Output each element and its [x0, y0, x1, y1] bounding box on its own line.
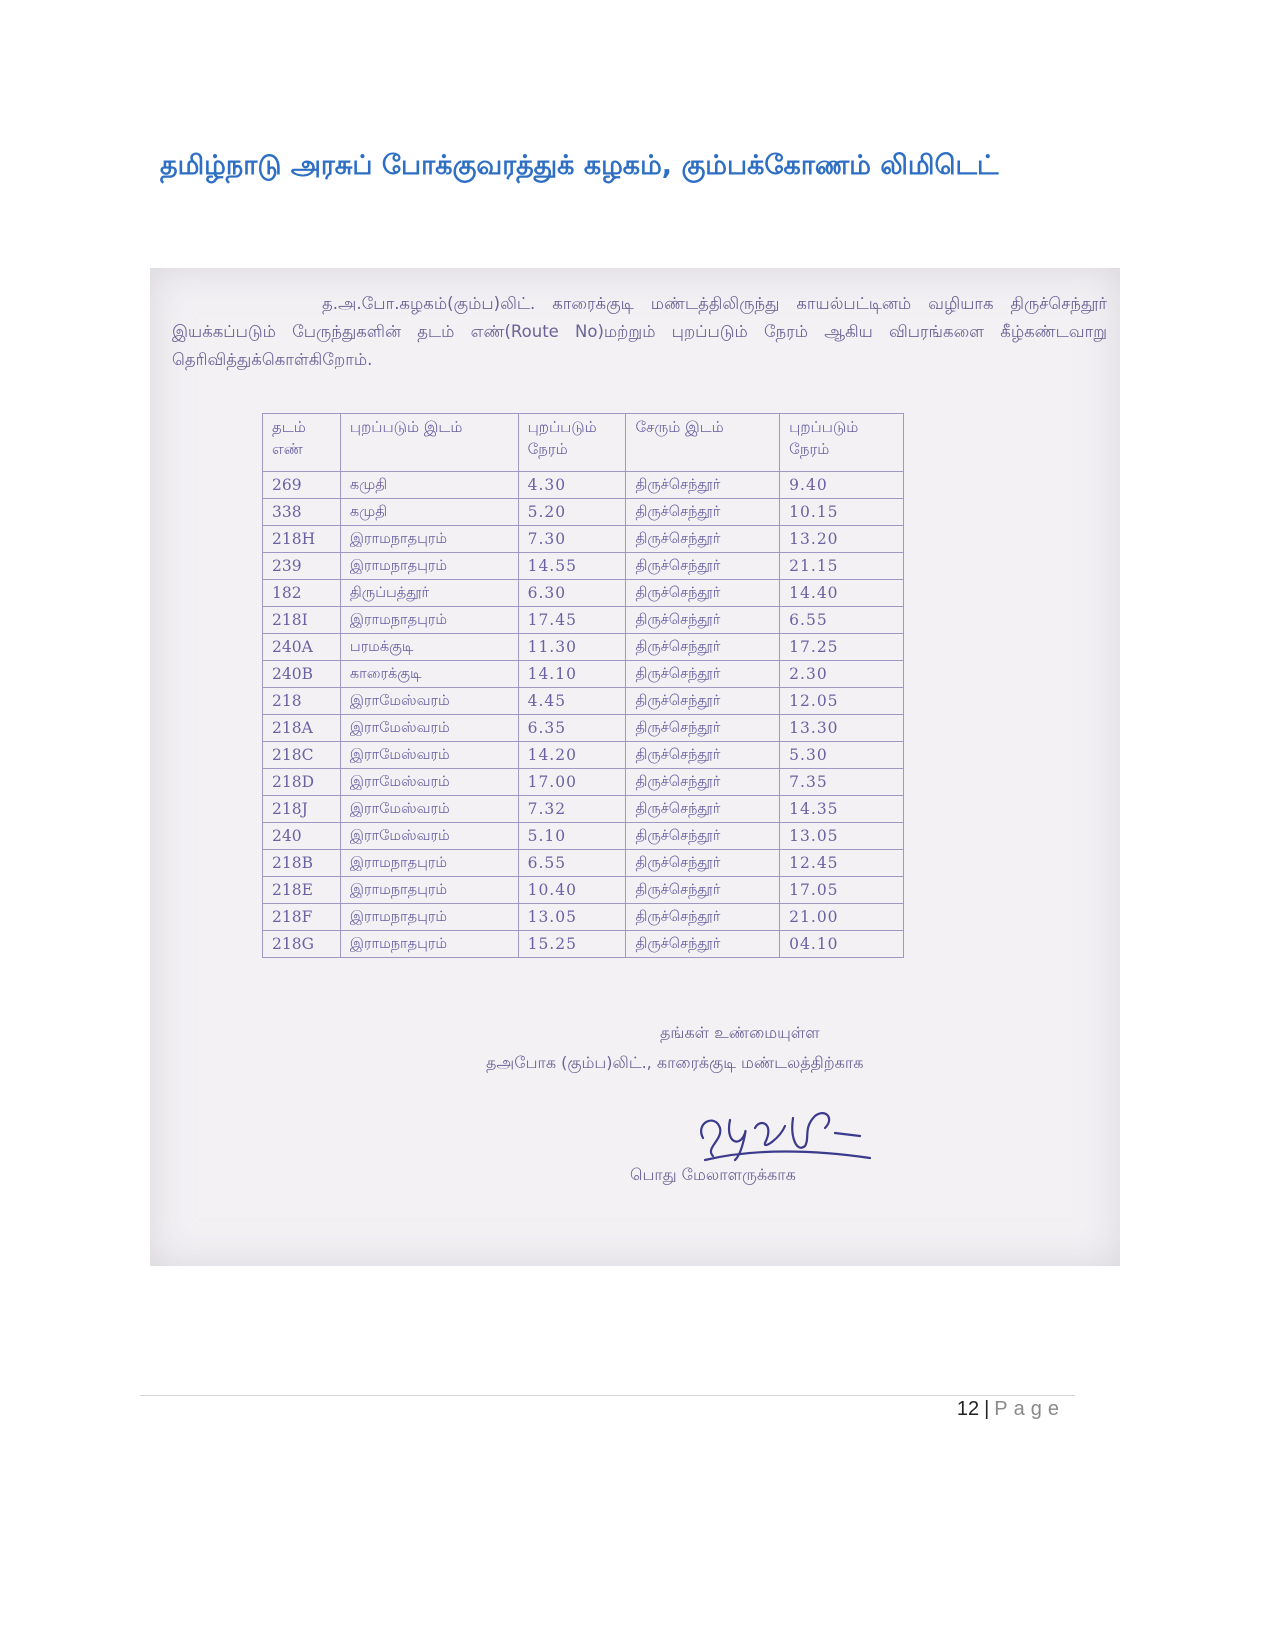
departure-place-cell: இராமநாதபுரம் [340, 553, 518, 580]
departure-time-cell: 6.55 [518, 850, 626, 877]
departure-time-cell: 13.05 [518, 904, 626, 931]
destination-cell: திருச்செந்தூர் [626, 472, 780, 499]
route-number-cell: 239 [263, 553, 341, 580]
departure-time-cell: 11.30 [518, 634, 626, 661]
departure-place-cell: இராமேஸ்வரம் [340, 769, 518, 796]
departure-time-cell: 15.25 [518, 931, 626, 958]
return-time-cell: 13.20 [780, 526, 904, 553]
destination-cell: திருச்செந்தூர் [626, 742, 780, 769]
page-footer [957, 1398, 1065, 1421]
destination-cell: திருச்செந்தூர் [626, 931, 780, 958]
destination-cell: திருச்செந்தூர் [626, 688, 780, 715]
scanned-letter [150, 268, 1120, 1266]
page-number: 12 [956, 1398, 980, 1420]
destination-cell: திருச்செந்தூர் [626, 661, 780, 688]
departure-place-cell: இராமநாதபுரம் [340, 526, 518, 553]
return-time-cell: 21.15 [780, 553, 904, 580]
table-row [263, 688, 904, 715]
route-number-cell: 269 [263, 472, 341, 499]
return-time-cell: 12.05 [780, 688, 904, 715]
table-row [263, 553, 904, 580]
route-number-cell: 218A [263, 715, 341, 742]
destination-cell: திருச்செந்தூர் [626, 580, 780, 607]
departure-time-cell: 5.10 [518, 823, 626, 850]
departure-place-cell: திருப்பத்தூர் [340, 580, 518, 607]
page-word: Page [994, 1398, 1065, 1420]
table-row [263, 796, 904, 823]
table-row [263, 850, 904, 877]
departure-time-cell: 10.40 [518, 877, 626, 904]
departure-time-cell: 14.55 [518, 553, 626, 580]
departure-place-cell: இராமநாதபுரம் [340, 931, 518, 958]
table-row [263, 580, 904, 607]
departure-time-cell: 14.10 [518, 661, 626, 688]
departure-time-cell: 6.30 [518, 580, 626, 607]
route-number-cell: 218H [263, 526, 341, 553]
destination-cell: திருச்செந்தூர் [626, 634, 780, 661]
departure-place-cell: பரமக்குடி [340, 634, 518, 661]
table-row [263, 499, 904, 526]
departure-time-cell: 17.00 [518, 769, 626, 796]
closing-line-2: தஅபோக (கும்ப)லிட்., காரைக்குடி மண்டலத்திற்காக [486, 1053, 864, 1072]
document-title: தமிழ்நாடு அரசுப் போக்குவரத்துக் கழகம், கும்பக்கோணம் லிமிடெட் [160, 150, 999, 181]
destination-cell: திருச்செந்தூர் [626, 796, 780, 823]
return-time-cell: 9.40 [780, 472, 904, 499]
route-number-cell: 218I [263, 607, 341, 634]
return-time-cell: 21.00 [780, 904, 904, 931]
return-time-cell: 04.10 [780, 931, 904, 958]
return-time-cell: 17.25 [780, 634, 904, 661]
destination-cell: திருச்செந்தூர் [626, 823, 780, 850]
header-departure-place: புறப்படும் இடம் [340, 414, 518, 472]
table-row [263, 715, 904, 742]
return-time-cell: 14.35 [780, 796, 904, 823]
departure-time-cell: 4.45 [518, 688, 626, 715]
table-row [263, 634, 904, 661]
return-time-cell: 7.35 [780, 769, 904, 796]
route-number-cell: 218G [263, 931, 341, 958]
signature-label: பொது மேலாளருக்காக [630, 1165, 796, 1184]
destination-cell: திருச்செந்தூர் [626, 499, 780, 526]
table-row [263, 769, 904, 796]
departure-place-cell: இராமேஸ்வரம் [340, 823, 518, 850]
destination-cell: திருச்செந்தூர் [626, 877, 780, 904]
return-time-cell: 10.15 [780, 499, 904, 526]
departure-place-cell: கமுதி [340, 499, 518, 526]
return-time-cell: 13.05 [780, 823, 904, 850]
destination-cell: திருச்செந்தூர் [626, 850, 780, 877]
route-number-cell: 240A [263, 634, 341, 661]
table-row [263, 931, 904, 958]
route-number-cell: 240B [263, 661, 341, 688]
table-row [263, 661, 904, 688]
route-number-cell: 338 [263, 499, 341, 526]
table-row [263, 742, 904, 769]
departure-place-cell: இராமநாதபுரம் [340, 877, 518, 904]
header-departure-time: புறப்படும் நேரம் [518, 414, 626, 472]
header-route-no: தடம் எண் [263, 414, 341, 472]
closing-line-1: தங்கள் உண்மையுள்ள [660, 1023, 820, 1042]
destination-cell: திருச்செந்தூர் [626, 553, 780, 580]
route-table-body [263, 472, 904, 958]
return-time-cell: 5.30 [780, 742, 904, 769]
departure-place-cell: இராமேஸ்வரம் [340, 796, 518, 823]
header-destination: சேரும் இடம் [626, 414, 780, 472]
return-time-cell: 2.30 [780, 661, 904, 688]
route-number-cell: 218 [263, 688, 341, 715]
route-number-cell: 218C [263, 742, 341, 769]
route-number-cell: 240 [263, 823, 341, 850]
table-row [263, 472, 904, 499]
footer-separator: | [984, 1398, 990, 1420]
route-number-cell: 218F [263, 904, 341, 931]
header-return-time: புறப்படும் நேரம் [780, 414, 904, 472]
departure-time-cell: 5.20 [518, 499, 626, 526]
table-row [263, 823, 904, 850]
departure-place-cell: காரைக்குடி [340, 661, 518, 688]
departure-time-cell: 17.45 [518, 607, 626, 634]
table-row [263, 526, 904, 553]
departure-place-cell: இராமேஸ்வரம் [340, 715, 518, 742]
departure-place-cell: இராமேஸ்வரம் [340, 688, 518, 715]
return-time-cell: 12.45 [780, 850, 904, 877]
route-number-cell: 218J [263, 796, 341, 823]
destination-cell: திருச்செந்தூர் [626, 715, 780, 742]
route-number-cell: 218B [263, 850, 341, 877]
departure-place-cell: கமுதி [340, 472, 518, 499]
destination-cell: திருச்செந்தூர் [626, 607, 780, 634]
departure-time-cell: 6.35 [518, 715, 626, 742]
destination-cell: திருச்செந்தூர் [626, 526, 780, 553]
departure-place-cell: இராமேஸ்வரம் [340, 742, 518, 769]
table-row [263, 607, 904, 634]
route-number-cell: 218D [263, 769, 341, 796]
route-number-cell: 218E [263, 877, 341, 904]
destination-cell: திருச்செந்தூர் [626, 904, 780, 931]
table-header-row [263, 414, 904, 472]
departure-place-cell: இராமநாதபுரம் [340, 850, 518, 877]
table-row [263, 904, 904, 931]
table-row [263, 877, 904, 904]
departure-time-cell: 7.30 [518, 526, 626, 553]
return-time-cell: 6.55 [780, 607, 904, 634]
return-time-cell: 14.40 [780, 580, 904, 607]
departure-time-cell: 14.20 [518, 742, 626, 769]
departure-place-cell: இராமநாதபுரம் [340, 607, 518, 634]
route-number-cell: 182 [263, 580, 341, 607]
departure-time-cell: 4.30 [518, 472, 626, 499]
return-time-cell: 17.05 [780, 877, 904, 904]
route-table [262, 413, 904, 958]
destination-cell: திருச்செந்தூர் [626, 769, 780, 796]
departure-time-cell: 7.32 [518, 796, 626, 823]
letter-intro: த.அ.போ.கழகம்(கும்ப)லிட். காரைக்குடி மண்டத்திலிருந்து காயல்பட்டினம் வழியாக திருச்செந்தூர் இயக்கப்படும் பேருந்துகளின் தடம் எண்(Route No)மற்றும் புறப்படும் நேரம் ஆகிய விபரங்களை கீழ்கண்டவாறு தெரிவித்துக்கொள்கிறோம். [172, 294, 1107, 369]
departure-place-cell: இராமநாதபுரம் [340, 904, 518, 931]
return-time-cell: 13.30 [780, 715, 904, 742]
footer-divider [140, 1395, 1075, 1396]
